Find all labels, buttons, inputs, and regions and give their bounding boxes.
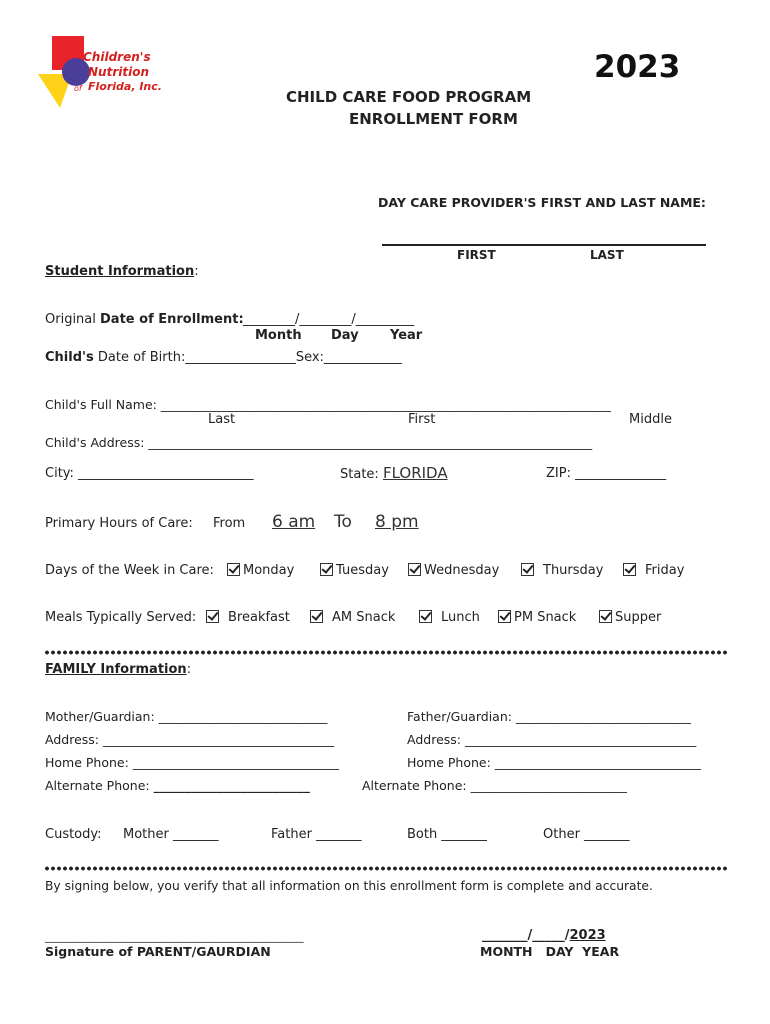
custody-label: Custody: xyxy=(45,827,102,842)
provider-name-label: DAY CARE PROVIDER'S FIRST AND LAST NAME: xyxy=(378,195,706,210)
day-wednesday[interactable] xyxy=(408,563,499,578)
enroll-month-label: Month xyxy=(255,328,302,343)
enrollment-date-field[interactable]: ________/________/_________ xyxy=(243,312,415,327)
meal-lunch[interactable] xyxy=(419,610,480,625)
checkbox-checked-icon[interactable] xyxy=(206,610,219,623)
meal-breakfast[interactable] xyxy=(206,610,290,625)
checkbox-checked-icon[interactable] xyxy=(419,610,432,623)
mother-alt-phone-field[interactable] xyxy=(45,778,310,793)
logo-text-2: Nutrition xyxy=(88,65,149,79)
meal-am-snack[interactable] xyxy=(310,610,395,625)
meal-supper[interactable] xyxy=(599,610,661,625)
state-label: State: xyxy=(340,467,383,482)
logo-text-1: Children's xyxy=(83,50,151,64)
city-field[interactable]: City: ___________________________ xyxy=(45,466,254,481)
dob-bold: Child's xyxy=(45,350,94,365)
meal-label: PM Snack xyxy=(514,610,577,625)
hours-label: Primary Hours of Care: xyxy=(45,516,193,531)
alt-phone-label: Alternate Phone: xyxy=(45,778,150,793)
day-thursday[interactable] xyxy=(521,563,603,578)
hours-from-value[interactable]: 6 am xyxy=(272,512,316,532)
custody-father-field[interactable]: Father _______ xyxy=(271,827,362,842)
fullname-middle-label: Middle xyxy=(629,412,672,427)
enroll-day-label: Day xyxy=(331,328,359,343)
mother-home-phone-field[interactable]: Home Phone: _________________________________ xyxy=(45,755,340,770)
section-divider xyxy=(44,650,728,655)
zip-field[interactable]: ZIP: ______________ xyxy=(546,466,667,481)
enroll-prefix: Original xyxy=(45,312,101,327)
checkbox-checked-icon[interactable] xyxy=(599,610,612,623)
state-value: FLORIDA xyxy=(382,464,448,482)
form-title-line1: CHILD CARE FOOD PROGRAM xyxy=(286,88,532,106)
custody-other-field[interactable]: Other _______ xyxy=(543,827,630,842)
logo xyxy=(36,34,162,114)
student-section-heading: Student Information xyxy=(45,264,195,279)
date-blank[interactable]: _______/_____/ xyxy=(482,928,570,943)
hours-to-label: To xyxy=(334,512,352,532)
day-label: Monday xyxy=(243,563,295,578)
checkbox-checked-icon[interactable] xyxy=(310,610,323,623)
state-field[interactable] xyxy=(340,464,448,482)
mother-address-field[interactable]: Address: _____________________________________ xyxy=(45,732,335,747)
meal-label: Supper xyxy=(615,610,662,625)
form-year: 2023 xyxy=(594,49,681,85)
father-guardian-field[interactable]: Father/Guardian: ____________________________ xyxy=(407,709,691,724)
days-label: Days of the Week in Care: xyxy=(45,563,214,578)
meal-label: AM Snack xyxy=(332,610,396,625)
section-divider xyxy=(44,866,728,871)
father-alt-phone-field[interactable]: Alternate Phone: _________________________ xyxy=(362,778,627,793)
verification-statement: By signing below, you verify that all information on this enrollment form is complete and accurate. xyxy=(45,879,653,893)
dob-rest: Date of Birth:______________ xyxy=(93,350,277,365)
logo-text-3-prefix: of xyxy=(74,84,82,93)
day-friday[interactable] xyxy=(623,563,684,578)
father-address-field[interactable]: Address: _____________________________________ xyxy=(407,732,697,747)
sex-field[interactable]: ___Sex:____________ xyxy=(276,350,402,365)
signature-line[interactable]: _______________________________________________ xyxy=(45,930,304,943)
meal-pm-snack[interactable] xyxy=(498,610,576,625)
meals-label: Meals Typically Served: xyxy=(45,610,197,625)
logo-text-3: Florida, Inc. xyxy=(88,80,162,93)
form-title-line2: ENROLLMENT FORM xyxy=(349,110,518,128)
date-year: 2023 xyxy=(569,928,606,943)
day-tuesday[interactable] xyxy=(320,563,389,578)
checkbox-checked-icon[interactable] xyxy=(498,610,511,623)
provider-last-label: LAST xyxy=(590,248,624,262)
checkbox-checked-icon[interactable] xyxy=(521,563,534,576)
day-label: Friday xyxy=(645,563,685,578)
day-label: Thursday xyxy=(543,563,604,578)
student-section-colon: : xyxy=(194,264,199,279)
hours-to-value[interactable]: 8 pm xyxy=(375,512,419,532)
day-monday[interactable] xyxy=(227,563,294,578)
provider-first-label: FIRST xyxy=(457,248,496,262)
hours-from-label: From xyxy=(213,516,246,531)
family-section-heading: FAMILY Information xyxy=(45,662,187,677)
enrollment-date-label xyxy=(45,312,244,327)
signature-label: Signature of PARENT/GAURDIAN xyxy=(45,944,271,959)
provider-name-line[interactable] xyxy=(382,244,706,246)
custody-mother-field[interactable]: Mother _______ xyxy=(123,827,219,842)
day-label: Wednesday xyxy=(424,563,500,578)
checkbox-checked-icon[interactable] xyxy=(227,563,240,576)
custody-both-field[interactable]: Both _______ xyxy=(407,827,487,842)
child-address-field[interactable]: Child's Address: _______________________________________________________________________ xyxy=(45,435,593,450)
student-section-title xyxy=(45,264,199,279)
child-full-name-field[interactable]: Child's Full Name: ________________________________________________________________________ xyxy=(45,397,611,412)
enroll-bold: Date of Enrollment: xyxy=(100,312,244,327)
checkbox-checked-icon[interactable] xyxy=(320,563,333,576)
fullname-first-label: First xyxy=(408,412,436,427)
family-section-colon: : xyxy=(186,662,192,677)
signature-date-labels: MONTH DAY YEAR xyxy=(480,944,620,959)
meal-label: Lunch xyxy=(441,610,480,625)
father-home-phone-field[interactable]: Home Phone: _________________________________ xyxy=(407,755,702,770)
signature-date-field[interactable] xyxy=(482,928,606,943)
dob-field[interactable] xyxy=(45,350,402,365)
checkbox-checked-icon[interactable] xyxy=(623,563,636,576)
family-section-title xyxy=(45,662,191,677)
day-label: Tuesday xyxy=(336,563,389,578)
checkbox-checked-icon[interactable] xyxy=(408,563,421,576)
meal-label: Breakfast xyxy=(228,610,290,625)
mother-guardian-field[interactable]: Mother/Guardian: ___________________________ xyxy=(45,709,328,724)
alt-phone-blank[interactable]: _________________________ xyxy=(153,778,310,793)
fullname-last-label: Last xyxy=(208,412,236,427)
enroll-year-label: Year xyxy=(390,328,423,343)
